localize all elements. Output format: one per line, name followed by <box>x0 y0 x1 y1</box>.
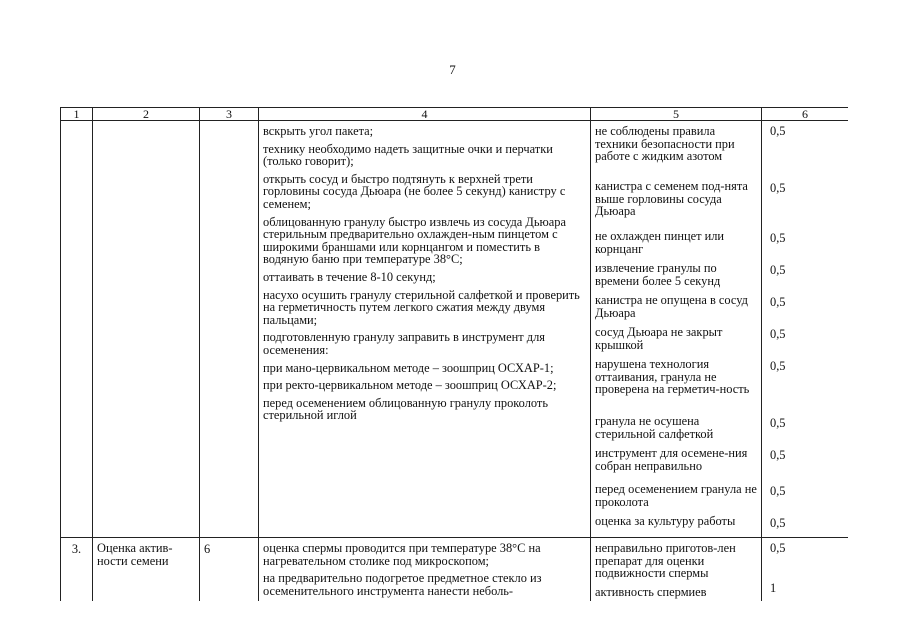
step-text: при ректо-цервикальном методе – зоошприц ОСХАР-2; <box>263 378 557 393</box>
criteria-table <box>60 107 848 601</box>
cell-errors <box>591 538 762 602</box>
table-row-3 <box>61 538 849 602</box>
cell-operation <box>93 121 200 538</box>
step-text: насухо осушить гранулу стерильной салфеткой и проверить на герметичность путем легкого сжатия между двумя пальцами; <box>263 287 580 327</box>
cell-steps <box>259 538 591 602</box>
error-text: не соблюдены правила техники безопасности при работе с жидким азотом <box>595 124 735 164</box>
step-text: облицованную гранулу быстро извлечь из сосуда Дьюара стерильным предварительно охлажден-ным пинцетом с широкими браншами или корнцангом и поместить в водяную баню при температуре 38°С; <box>263 214 566 267</box>
points-value: 0,5 <box>770 231 786 245</box>
step-text: оттаивать в течение 8-10 секунд; <box>263 269 436 284</box>
page-number: 7 <box>449 62 456 77</box>
points-value: 0,5 <box>770 295 786 309</box>
step-text: вскрыть угол пакета; <box>263 124 374 138</box>
error-text: канистра не опущена в сосуд Дьюара <box>595 293 748 320</box>
points-value: 0,5 <box>770 181 786 195</box>
step-text: открыть сосуд и быстро подтянуть к верхней трети горловины сосуда Дьюара (не более 5 секунд) канистру с семенем; <box>263 171 566 211</box>
points-value: 0,5 <box>770 516 786 530</box>
error-text: сосуд Дьюара не закрыт крышкой <box>595 325 723 352</box>
cell-errors <box>591 121 762 538</box>
error-text: извлечение гранулы по времени более 5 секунд <box>595 261 721 288</box>
column-header: 2 <box>93 108 200 121</box>
step-text: подготовленную гранулу заправить в инструмент для осеменения: <box>263 330 545 357</box>
points-value: 0,5 <box>770 263 786 277</box>
points-value: 1 <box>770 581 777 595</box>
column-header: 4 <box>259 108 591 121</box>
cell-time <box>200 121 259 538</box>
error-text: канистра с семенем под-нята выше горловины сосуда Дьюара <box>595 179 748 219</box>
table-row-continued <box>61 121 849 538</box>
column-header: 5 <box>591 108 762 121</box>
column-header: 1 <box>61 108 93 121</box>
step-text: перед осеменением облицованную гранулу проколоть стерильной иглой <box>263 395 548 423</box>
cell-points <box>762 121 849 538</box>
time-value: 6 <box>200 538 259 602</box>
error-text: нарушена технология оттаивания, гранула не проверена на герметич-ность <box>595 357 750 397</box>
step-text: на предварительно подогретое предметное стекло из осеменительного инструмента нанести неболь- <box>263 571 542 598</box>
row-number: 3. <box>61 538 93 602</box>
points-value: 0,5 <box>770 124 786 138</box>
points-value: 0,5 <box>770 327 786 341</box>
step-text: оценка спермы проводится при температуре 38°С на нагревательном столике под микроскопом; <box>263 541 541 568</box>
points-value: 0,5 <box>770 541 786 555</box>
step-text: при мано-цервикальном методе – зоошприц ОСХАР-1; <box>263 360 554 375</box>
column-number-row <box>61 108 849 121</box>
column-header: 3 <box>200 108 259 121</box>
error-text: активность спермиев <box>595 585 707 599</box>
points-value: 0,5 <box>770 359 786 373</box>
error-text: не охлажден пинцет или корнцанг <box>595 229 725 256</box>
operation-name: Оценка актив-ности семени <box>93 538 200 602</box>
points-value: 0,5 <box>770 416 786 430</box>
criteria-table-container <box>60 107 848 601</box>
error-text: гранула не осушена стерильной салфеткой <box>595 414 714 441</box>
cell-steps <box>259 121 591 538</box>
error-text: перед осеменением гранула не проколота <box>595 482 757 509</box>
points-value: 0,5 <box>770 448 786 462</box>
cell-number <box>61 121 93 538</box>
error-text: неправильно приготов-лен препарат для оценки подвижности спермы <box>595 541 736 581</box>
error-text: инструмент для осемене-ния собран неправильно <box>595 446 748 473</box>
points-value: 0,5 <box>770 484 786 498</box>
step-text: технику необходимо надеть защитные очки и перчатки (только говорит); <box>263 141 553 169</box>
cell-points <box>762 538 849 602</box>
column-header: 6 <box>762 108 849 121</box>
error-text: оценка за культуру работы <box>595 514 736 528</box>
